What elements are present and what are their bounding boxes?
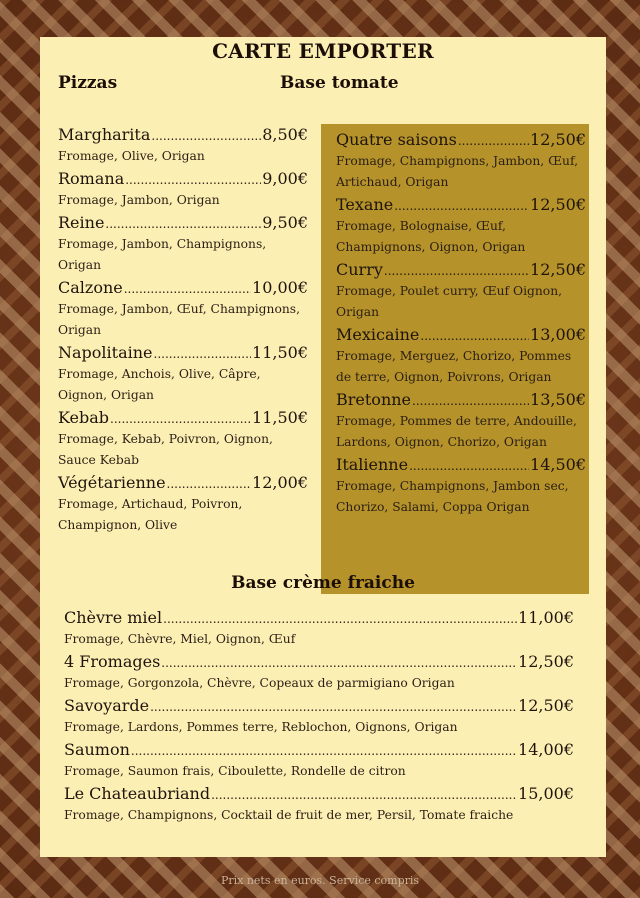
item-price: 13,00€	[530, 325, 586, 344]
menu-item	[64, 694, 574, 738]
menu-item-row	[336, 388, 586, 411]
item-description: Fromage, Bolognaise, Œuf,	[336, 219, 506, 233]
menu-title: CARTE EMPORTER	[212, 39, 434, 63]
menu-item-row	[58, 276, 308, 299]
menu-item-row	[58, 211, 308, 234]
item-description: de terre, Oignon, Poivrons, Origan	[336, 370, 552, 384]
menu-item	[58, 167, 308, 211]
item-description: Fromage, Jambon, Origan	[58, 193, 220, 207]
item-description: Artichaud, Origan	[336, 175, 449, 189]
right-menu-column	[336, 128, 586, 518]
menu-item-row	[58, 123, 308, 146]
leader-dots	[124, 278, 251, 301]
menu-item-row	[64, 650, 574, 673]
leader-dots	[150, 696, 517, 719]
item-name: Saumon	[64, 740, 130, 759]
item-description: Fromage, Lardons, Pommes terre, Reblochon, Oignons, Origan	[64, 720, 458, 734]
item-price: 10,00€	[252, 278, 308, 297]
menu-item	[64, 606, 574, 650]
menu-item	[58, 406, 308, 471]
menu-item-row	[64, 738, 574, 761]
creme-menu-column	[64, 606, 574, 826]
item-name: Savoyarde	[64, 696, 150, 715]
menu-item-row	[58, 167, 308, 190]
item-name: Chèvre miel	[64, 608, 163, 627]
menu-item	[58, 341, 308, 406]
leader-dots	[154, 343, 252, 366]
menu-panel	[40, 37, 606, 857]
item-price: 9,50€	[262, 213, 308, 232]
item-description: Champignons, Oignon, Origan	[336, 240, 526, 254]
item-price: 14,00€	[518, 740, 574, 759]
leader-dots	[211, 784, 517, 807]
item-price: 15,00€	[518, 784, 574, 803]
menu-item-row	[58, 341, 308, 364]
item-description: Fromage, Saumon frais, Ciboulette, Rondelle de citron	[64, 764, 406, 778]
item-price: 13,50€	[530, 390, 586, 409]
item-name: Quatre saisons	[336, 130, 457, 149]
item-price: 12,50€	[518, 696, 574, 715]
item-description: Origan	[58, 258, 102, 272]
menu-item	[336, 388, 586, 453]
item-description: Fromage, Chèvre, Miel, Oignon, Œuf	[64, 632, 296, 646]
item-description: Sauce Kebab	[58, 453, 139, 467]
item-price: 11,50€	[252, 408, 308, 427]
leader-dots	[105, 213, 261, 236]
menu-item-row	[336, 128, 586, 151]
item-description: Fromage, Artichaud, Poivron,	[58, 497, 243, 511]
item-description: Fromage, Kebab, Poivron, Oignon,	[58, 432, 273, 446]
item-price: 8,50€	[262, 125, 308, 144]
leader-dots	[163, 608, 517, 631]
item-description: Lardons, Oignon, Chorizo, Origan	[336, 435, 547, 449]
leader-dots	[394, 195, 529, 218]
heading-pizzas: Pizzas	[58, 73, 118, 93]
item-name: Mexicaine	[336, 325, 420, 344]
item-name: Calzone	[58, 278, 123, 297]
item-description: Fromage, Pommes de terre, Andouille,	[336, 414, 577, 428]
leader-dots	[167, 473, 251, 496]
leader-dots	[412, 390, 529, 413]
menu-item-row	[58, 471, 308, 494]
item-description: Fromage, Merguez, Chorizo, Pommes	[336, 349, 572, 363]
item-description: Fromage, Champignons, Jambon, Œuf,	[336, 154, 578, 168]
item-name: Italienne	[336, 455, 409, 474]
item-price: 12,50€	[530, 195, 586, 214]
left-menu-column	[58, 123, 308, 536]
item-description: Champignon, Olive	[58, 518, 178, 532]
item-name: Margharita	[58, 125, 151, 144]
leader-dots	[384, 260, 529, 283]
menu-item	[336, 128, 586, 193]
menu-item-row	[336, 453, 586, 476]
menu-item	[58, 276, 308, 341]
menu-item	[64, 782, 574, 826]
menu-item-row	[336, 258, 586, 281]
menu-item	[336, 323, 586, 388]
menu-item-row	[64, 606, 574, 629]
item-description: Oignon, Origan	[58, 388, 154, 402]
menu-item-row	[336, 323, 586, 346]
menu-item	[58, 211, 308, 276]
menu-item-row	[64, 782, 574, 805]
item-description: Origan	[58, 323, 102, 337]
leader-dots	[110, 408, 251, 431]
menu-item-row	[58, 406, 308, 429]
menu-item	[336, 453, 586, 518]
item-price: 14,50€	[530, 455, 586, 474]
item-description: Fromage, Jambon, Œuf, Champignons,	[58, 302, 300, 316]
leader-dots	[409, 455, 529, 478]
item-name: Bretonne	[336, 390, 412, 409]
item-name: Kebab	[58, 408, 110, 427]
item-description: Fromage, Champignons, Cocktail de fruit de mer, Persil, Tomate fraiche	[64, 808, 514, 822]
leader-dots	[161, 652, 517, 675]
menu-item	[58, 471, 308, 536]
item-price: 12,50€	[530, 130, 586, 149]
item-description: Fromage, Jambon, Champignons,	[58, 237, 267, 251]
heading-base-tomate: Base tomate	[280, 73, 399, 93]
footer-note: Prix nets en euros. Service compris	[220, 874, 420, 887]
item-price: 12,00€	[252, 473, 308, 492]
leader-dots	[151, 125, 261, 148]
item-name: Le Chateaubriand	[64, 784, 211, 803]
menu-item	[336, 193, 586, 258]
leader-dots	[420, 325, 529, 348]
item-price: 11,50€	[252, 343, 308, 362]
item-name: Romana	[58, 169, 125, 188]
item-name: Texane	[336, 195, 394, 214]
item-description: Fromage, Champignons, Jambon sec,	[336, 479, 569, 493]
item-description: Fromage, Olive, Origan	[58, 149, 205, 163]
item-description: Origan	[336, 305, 380, 319]
menu-item	[64, 650, 574, 694]
item-name: Reine	[58, 213, 105, 232]
item-price: 12,50€	[518, 652, 574, 671]
item-name: Napolitaine	[58, 343, 153, 362]
item-name: Curry	[336, 260, 383, 279]
item-price: 12,50€	[530, 260, 586, 279]
menu-item-row	[336, 193, 586, 216]
leader-dots	[458, 130, 529, 153]
item-price: 9,00€	[262, 169, 308, 188]
item-description: Fromage, Anchois, Olive, Câpre,	[58, 367, 261, 381]
item-name: 4 Fromages	[64, 652, 161, 671]
item-description: Fromage, Poulet curry, Œuf Oignon,	[336, 284, 563, 298]
item-price: 11,00€	[518, 608, 574, 627]
highlight-box	[321, 124, 589, 594]
menu-item	[336, 258, 586, 323]
heading-base-creme: Base crème fraiche	[231, 573, 415, 593]
item-description: Chorizo, Salami, Coppa Origan	[336, 500, 530, 514]
leader-dots	[131, 740, 517, 763]
leader-dots	[125, 169, 261, 192]
menu-item	[58, 123, 308, 167]
menu-item-row	[64, 694, 574, 717]
menu-item	[64, 738, 574, 782]
item-name: Végétarienne	[58, 473, 166, 492]
item-description: Fromage, Gorgonzola, Chèvre, Copeaux de parmigiano Origan	[64, 676, 455, 690]
